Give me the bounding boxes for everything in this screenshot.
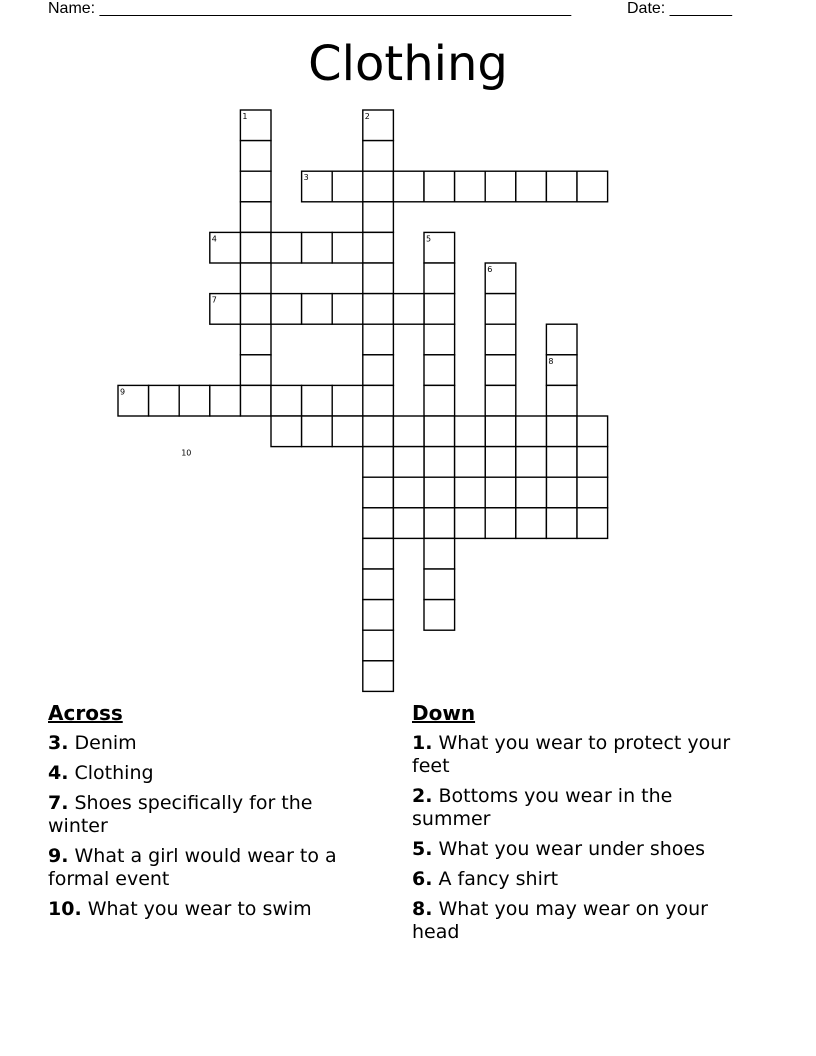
clue-text: Shoes specifically for the winter — [48, 792, 313, 837]
down-heading: Down — [412, 701, 476, 725]
crossword-cell[interactable] — [271, 294, 302, 325]
clue-number: 6. — [412, 868, 433, 890]
crossword-cell[interactable] — [577, 508, 608, 539]
crossword-cell[interactable] — [546, 171, 577, 202]
cell-number: 10 — [181, 448, 192, 458]
crossword-cell[interactable] — [424, 538, 455, 569]
crossword-cell[interactable] — [516, 508, 547, 539]
crossword-cell[interactable] — [332, 416, 363, 447]
crossword-cell[interactable] — [240, 294, 271, 325]
crossword-cell[interactable] — [302, 385, 333, 416]
crossword-cell[interactable] — [424, 600, 455, 631]
name-field-label[interactable]: Name: _____________________________________________________ — [48, 0, 572, 17]
crossword-cell[interactable] — [546, 508, 577, 539]
down-clues — [412, 700, 752, 951]
crossword-cell[interactable] — [363, 661, 394, 692]
crossword-cell[interactable] — [516, 477, 547, 508]
crossword-cell[interactable] — [240, 355, 271, 386]
crossword-cell[interactable] — [240, 171, 271, 202]
crossword-cell[interactable] — [393, 416, 424, 447]
crossword-cell[interactable] — [179, 385, 210, 416]
crossword-cell[interactable] — [240, 141, 271, 172]
crossword-cell[interactable] — [363, 416, 394, 447]
clue-number: 1. — [412, 732, 433, 754]
crossword-cell[interactable] — [424, 477, 455, 508]
crossword-cell[interactable] — [485, 477, 516, 508]
crossword-cell[interactable] — [363, 508, 394, 539]
crossword-cell[interactable] — [363, 600, 394, 631]
clue-number: 8. — [412, 898, 433, 920]
crossword-cell[interactable] — [424, 508, 455, 539]
crossword-cell[interactable] — [424, 385, 455, 416]
crossword-cell[interactable] — [210, 385, 241, 416]
cell-number: 8 — [548, 356, 554, 366]
clue-across-9 — [48, 845, 368, 891]
crossword-cell[interactable] — [485, 294, 516, 325]
crossword-cell[interactable] — [363, 294, 394, 325]
clue-across-7 — [48, 792, 368, 838]
crossword-cell[interactable] — [393, 447, 424, 478]
crossword-cell[interactable] — [485, 508, 516, 539]
crossword-cell[interactable] — [546, 324, 577, 355]
clue-across-3 — [48, 732, 368, 755]
crossword-cell[interactable] — [424, 324, 455, 355]
crossword-cell[interactable] — [424, 416, 455, 447]
clue-number: 10. — [48, 898, 82, 920]
crossword-cell[interactable] — [516, 416, 547, 447]
crossword-cell[interactable] — [455, 477, 486, 508]
crossword-cell[interactable] — [577, 447, 608, 478]
clue-text: What a girl would wear to a formal event — [48, 845, 337, 890]
crossword-cell[interactable] — [485, 324, 516, 355]
crossword-cell[interactable] — [424, 263, 455, 294]
clue-number: 2. — [412, 785, 433, 807]
crossword-cell[interactable] — [393, 294, 424, 325]
crossword-cell[interactable] — [363, 171, 394, 202]
crossword-cell[interactable] — [332, 294, 363, 325]
crossword-cell[interactable] — [271, 232, 302, 263]
clue-text: What you wear under shoes — [438, 838, 705, 860]
crossword-cell[interactable] — [271, 385, 302, 416]
crossword-cell[interactable] — [302, 416, 333, 447]
crossword-cell[interactable] — [332, 171, 363, 202]
crossword-cell[interactable] — [485, 355, 516, 386]
clue-down-5 — [412, 838, 752, 861]
crossword-cell[interactable] — [485, 416, 516, 447]
cell-number: 7 — [211, 295, 217, 305]
crossword-cell[interactable] — [393, 477, 424, 508]
across-heading: Across — [48, 701, 123, 725]
crossword-cell[interactable] — [363, 141, 394, 172]
crossword-cell[interactable] — [363, 202, 394, 233]
crossword-cell[interactable] — [546, 385, 577, 416]
across-clues — [48, 700, 368, 928]
crossword-cell[interactable] — [363, 569, 394, 600]
clue-number: 9. — [48, 845, 69, 867]
crossword-cell[interactable] — [455, 171, 486, 202]
crossword-cell[interactable] — [240, 263, 271, 294]
crossword-cell[interactable] — [363, 263, 394, 294]
crossword-cell[interactable] — [363, 447, 394, 478]
crossword-cell[interactable] — [485, 447, 516, 478]
clue-down-6 — [412, 868, 752, 891]
crossword-cell[interactable] — [424, 171, 455, 202]
cell-number: 9 — [120, 387, 126, 397]
crossword-cell[interactable] — [271, 416, 302, 447]
crossword-cell[interactable] — [516, 447, 547, 478]
cell-number: 3 — [303, 173, 309, 183]
crossword-cell[interactable] — [363, 538, 394, 569]
crossword-cell[interactable] — [393, 508, 424, 539]
crossword-cell[interactable] — [302, 232, 333, 263]
crossword-cell[interactable] — [240, 324, 271, 355]
crossword-cell[interactable] — [363, 477, 394, 508]
crossword-cell[interactable] — [577, 416, 608, 447]
crossword-cell[interactable] — [332, 385, 363, 416]
crossword-cell[interactable] — [240, 202, 271, 233]
crossword-cell[interactable] — [363, 355, 394, 386]
crossword-cell[interactable] — [485, 385, 516, 416]
clue-number: 3. — [48, 732, 69, 754]
crossword-cell[interactable] — [485, 171, 516, 202]
cell-number: 4 — [211, 234, 217, 244]
cell-number: 5 — [426, 234, 432, 244]
clue-text: Denim — [74, 732, 137, 754]
crossword-cell[interactable] — [363, 324, 394, 355]
crossword-cell[interactable] — [455, 416, 486, 447]
page-title: Clothing — [308, 36, 508, 92]
clue-text: What you wear to swim — [87, 898, 312, 920]
crossword-cell[interactable] — [424, 355, 455, 386]
crossword-cell[interactable] — [546, 416, 577, 447]
crossword-cell[interactable] — [424, 447, 455, 478]
cell-number: 2 — [364, 112, 370, 121]
clue-number: 4. — [48, 762, 69, 784]
cell-number: 1 — [242, 112, 248, 121]
clue-text: What you wear to protect your feet — [412, 732, 731, 777]
clue-across-4 — [48, 762, 368, 785]
crossword-cell[interactable] — [363, 385, 394, 416]
crossword-cell[interactable] — [302, 294, 333, 325]
clue-text: Clothing — [74, 762, 154, 784]
date-field-label[interactable]: Date: _______ — [627, 0, 732, 17]
cell-number: 6 — [487, 265, 493, 274]
crossword-cell[interactable] — [577, 171, 608, 202]
crossword-cell[interactable] — [546, 447, 577, 478]
clue-across-10 — [48, 898, 368, 921]
clue-number: 5. — [412, 838, 433, 860]
crossword-cell[interactable] — [516, 171, 547, 202]
crossword-cell[interactable] — [149, 385, 180, 416]
crossword-cell[interactable] — [332, 232, 363, 263]
crossword-cell[interactable] — [577, 477, 608, 508]
clue-down-2 — [412, 785, 752, 831]
crossword-cell[interactable] — [424, 569, 455, 600]
clue-down-8 — [412, 898, 752, 944]
crossword-cell[interactable] — [240, 232, 271, 263]
clue-number: 7. — [48, 792, 69, 814]
crossword-cell[interactable] — [240, 385, 271, 416]
crossword-cell[interactable] — [363, 630, 394, 661]
clue-text: Bottoms you wear in the summer — [412, 785, 673, 830]
clue-text: What you may wear on your head — [412, 898, 708, 943]
crossword-cell[interactable] — [455, 447, 486, 478]
clue-down-1 — [412, 732, 752, 778]
crossword-cell[interactable] — [546, 477, 577, 508]
crossword-cell[interactable] — [424, 294, 455, 325]
clue-text: A fancy shirt — [438, 868, 559, 890]
crossword-cell[interactable] — [363, 232, 394, 263]
crossword-cell[interactable] — [455, 508, 486, 539]
crossword-cell[interactable] — [393, 171, 424, 202]
